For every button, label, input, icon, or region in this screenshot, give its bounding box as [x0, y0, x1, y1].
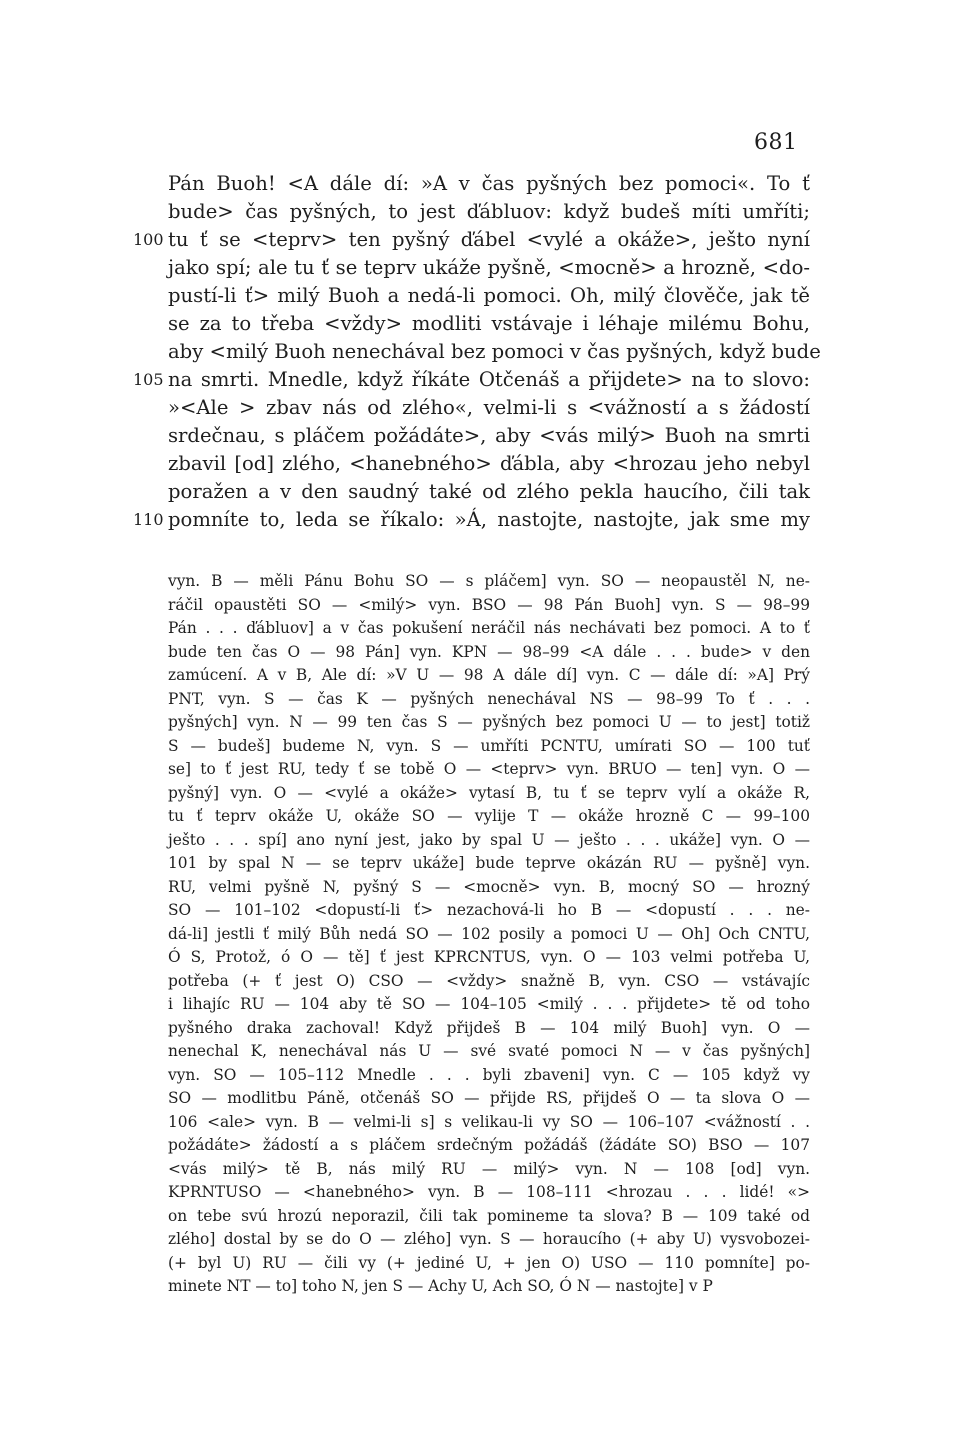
apparatus-line: SO — 101–102 <dopustí-li ť> nezachová-li ho B — <dopustí . . . ne- — [168, 901, 810, 919]
line-number: 100 — [133, 230, 164, 249]
line-number: 105 — [133, 370, 164, 389]
apparatus-line: RU, velmi pyšně N, pyšný S — <mocně> vyn. B, mocný SO — hrozný — [168, 877, 810, 896]
text-line — [168, 338, 821, 366]
apparatus-line: (+ byl U) RU — čili vy (+ jediné U, + jen O) USO — 110 pomníte] po- — [168, 1253, 810, 1272]
apparatus-line: <vás milý> tě B, nás milý RU — milý> vyn. N — 108 [od] vyn. — [168, 1159, 810, 1178]
apparatus-line: Ó S, Protož, ó O — tě] ť jest KPRCNTUS, vyn. O — 103 velmi potřeba U, — [168, 948, 810, 966]
line-text: jako spí; ale tu ť se teprv ukáže pyšně, <mocně> a hrozně, <do- — [168, 256, 810, 279]
apparatus-line: 101 by spal N — se teprv ukáže] bude teprve okázán RU — pyšně] vyn. — [168, 854, 810, 872]
text-line — [168, 282, 810, 310]
text-line — [168, 254, 810, 282]
text-line — [168, 198, 810, 226]
apparatus-line: zamúcení. A v B, Ale dí: »V U — 98 A dále dí] vyn. C — dále dí: »A] Prý — [168, 666, 810, 684]
critical-apparatus — [168, 570, 810, 1299]
apparatus-line: Pán . . . ďábluov] a v čas pokušení neráčil nás nechávati bez pomoci. A to ť — [168, 619, 810, 637]
apparatus-line: 106 <ale> vyn. B — velmi-li s] s velikau-li vy SO — 106–107 <vážností . . — [168, 1112, 810, 1131]
line-text: pomníte to, leda se říkalo: »Á, nastojte, nastojte, jak sme my — [168, 508, 810, 531]
line-text: Pán Buoh! <A dále dí: »A v čas pyšných bez pomoci«. To ť — [168, 172, 810, 195]
apparatus-line: SO — modlitbu Páně, otčenáš SO — přijde RS, přijdeš O — ta slova O — — [168, 1089, 810, 1107]
text-line — [133, 226, 810, 254]
apparatus-line: i lihajíc RU — 104 aby tě SO — 104–105 <milý . . . přijdete> tě od toho — [168, 995, 810, 1013]
apparatus-line: pyšný] vyn. O — <vylé a okáže> vytasí B, tu ť se teprv vylí a okáže R, — [168, 783, 810, 802]
apparatus-line: požádáte> žádostí a s pláčem srdečným požádáš (žádáte SO) BSO — 107 — [168, 1136, 810, 1154]
main-text — [133, 170, 821, 534]
apparatus-line: se] to ť jest RU, tedy ť se tobě O — <teprv> vyn. BRUO — ten] vyn. O — — [168, 760, 810, 778]
apparatus-line: pyšných] vyn. N — 99 ten čas S — pyšných bez pomoci U — to jest] totiž — [168, 713, 810, 731]
apparatus-line: pyšného draka zachoval! Když přijdeš B — 104 milý Buoh] vyn. O — — [168, 1018, 810, 1037]
line-text: poražen a v den saudný také od zlého pekla haucího, čili tak — [168, 480, 810, 503]
apparatus-line: potřeba (+ ť jest O) CSO — <vždy> snažně B, vyn. CSO — vstávajíc — [168, 971, 810, 990]
line-text: »<Ale > zbav nás od zlého«, velmi-li s <vážností a s žádostí — [168, 396, 810, 419]
apparatus-line: vyn. B — měli Pánu Bohu SO — s pláčem] vyn. SO — neopaustěl N, ne- — [168, 572, 810, 590]
text-line — [168, 394, 810, 422]
apparatus-line: KPRNTUSO — <hanebného> vyn. B — 108–111 <hrozau . . . lidé! «> — [168, 1183, 810, 1201]
line-text: se za to třeba <vždy> modliti vstávaje i léhaje milému Bohu, — [168, 312, 810, 335]
line-text: pustí-li ť> milý Buoh a nedá-li pomoci. Oh, milý člověče, jak tě — [168, 284, 810, 307]
line-text: tu ť se <teprv> ten pyšný ďábel <vylé a okáže>, ješto nyní — [168, 228, 810, 251]
apparatus-line: S — budeš] budeme N, vyn. S — umříti PCNTU, umírati SO — 100 tuť — [168, 736, 810, 755]
apparatus-line: bude ten čas O — 98 Pán] vyn. KPN — 98–99 <A dále . . . bude> v den — [168, 642, 810, 661]
line-text: zbavil [od] zlého, <hanebného> ďábla, aby <hrozau jeho nebyl — [168, 452, 810, 475]
text-line — [168, 478, 810, 506]
text-line — [168, 170, 810, 198]
page-number: 681 — [754, 130, 798, 155]
line-text: srdečnau, s pláčem požádáte>, aby <vás milý> Buoh na smrti — [168, 424, 810, 447]
text-line — [168, 422, 810, 450]
line-text: bude> čas pyšných, to jest ďábluov: když budeš míti umříti; — [168, 200, 810, 223]
line-text: na smrti. Mnedle, když říkáte Otčenáš a přijdete> na to slovo: — [168, 368, 810, 391]
apparatus-line: tu ť teprv okáže U, okáže SO — vylije T — okáže hrozně C — 99–100 — [168, 807, 810, 825]
text-line — [133, 506, 810, 534]
apparatus-line: PNT, vyn. S — čas K — pyšných nenechával NS — 98–99 To ť . . . — [168, 689, 810, 708]
apparatus-line: ráčil opaustěti SO — <milý> vyn. BSO — 98 Pán Buoh] vyn. S — 98–99 — [168, 595, 810, 614]
apparatus-line: ješto . . . spí] ano nyní jest, jako by spal U — ješto . . . ukáže] vyn. O — — [168, 830, 810, 849]
text-line — [168, 450, 810, 478]
apparatus-line: on tebe svú hrozú neporazil, čili tak pomineme ta slova? B — 109 také od — [168, 1206, 810, 1225]
line-number: 110 — [133, 510, 164, 529]
apparatus-line: nenechal K, nenechával nás U — své svaté pomoci N — v čas pyšných] — [168, 1042, 810, 1060]
text-line — [168, 310, 810, 338]
text-line — [133, 366, 810, 394]
apparatus-line: vyn. SO — 105–112 Mnedle . . . byli zbaveni] vyn. C — 105 když vy — [168, 1065, 810, 1084]
apparatus-line: dá-li] jestli ť milý Bůh nedá SO — 102 posily a pomoci U — Oh] Och CNTU, — [168, 924, 810, 943]
line-text: aby <milý Buoh nenechával bez pomoci v čas pyšných, když bude — [168, 340, 821, 363]
apparatus-line: zlého] dostal by se do O — zlého] vyn. S — horaucího (+ aby U) vysvobozei- — [168, 1230, 810, 1248]
apparatus-line: minete NT — to] toho N, jen S — Achy U, Ach SO, Ó N — nastojte] v P — [168, 1277, 713, 1295]
